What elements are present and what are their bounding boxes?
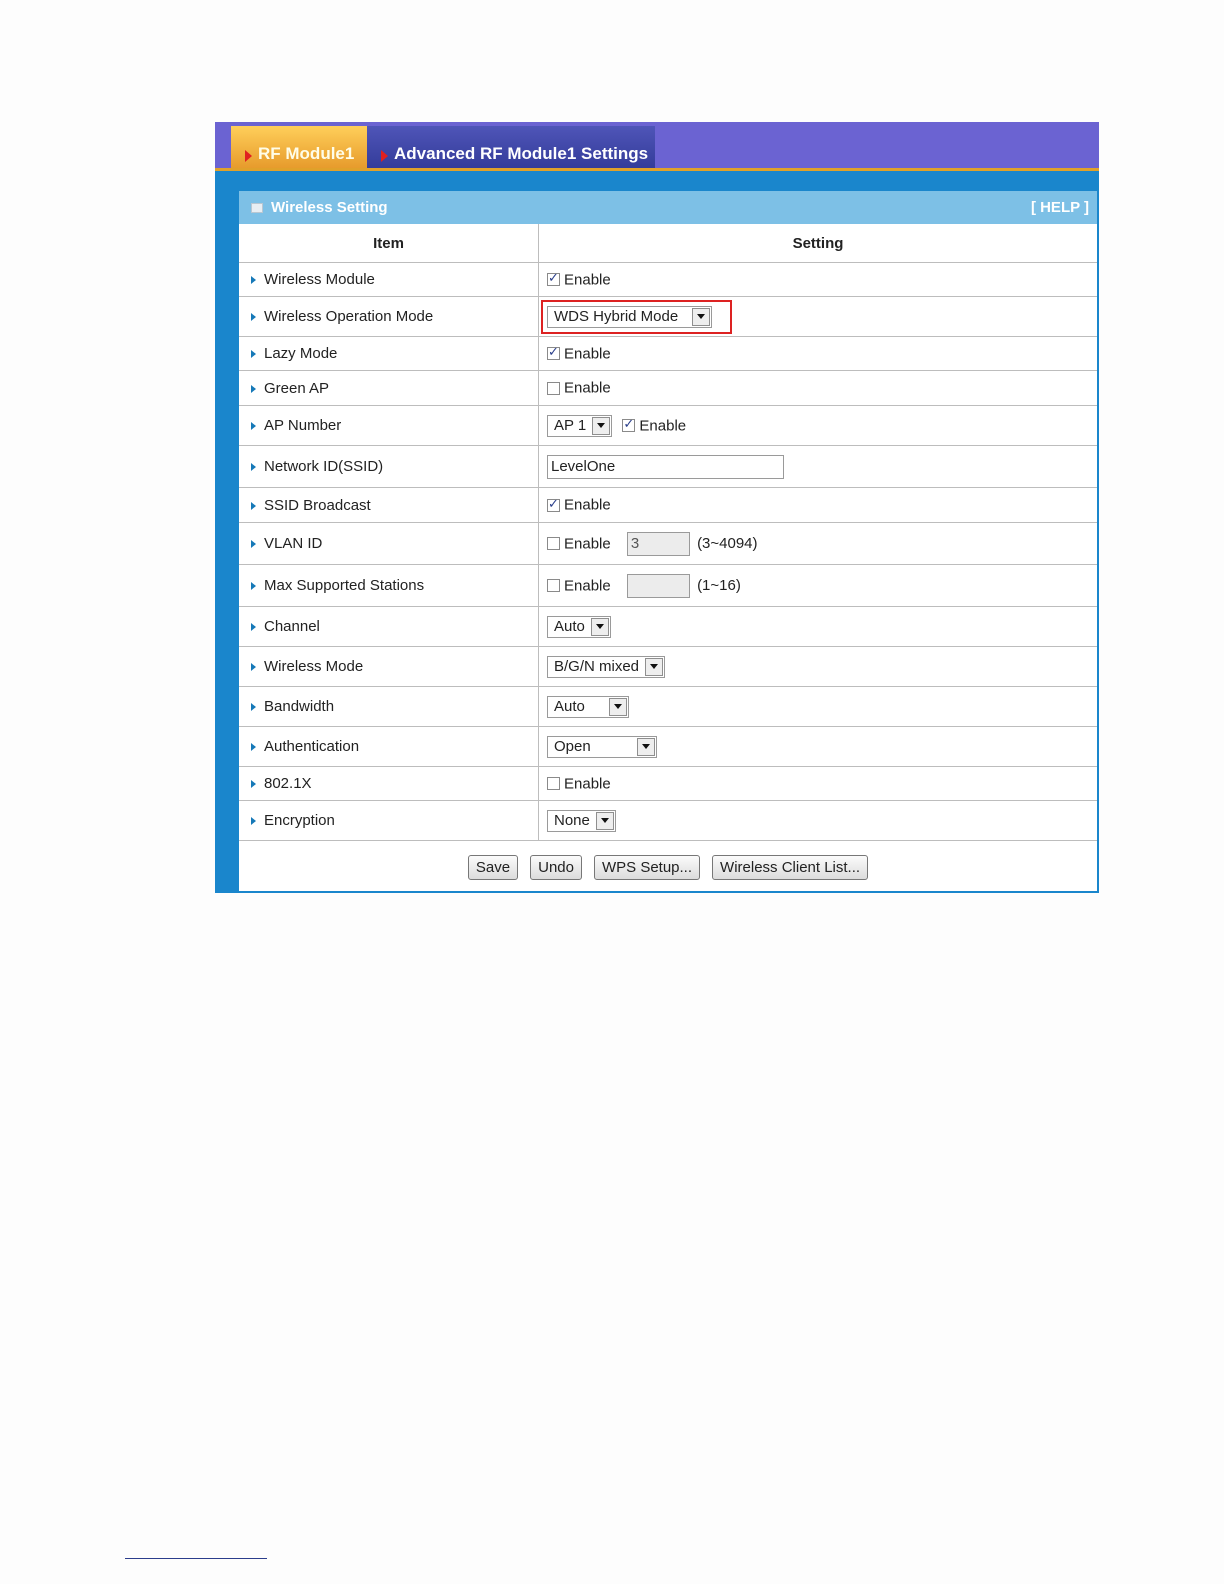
row-setting-cell xyxy=(539,263,1098,297)
row-label: Wireless Module xyxy=(264,271,375,288)
row-label-cell xyxy=(239,801,539,841)
row-setting-cell xyxy=(539,687,1098,727)
button-row xyxy=(239,841,1097,893)
chevron-down-icon[interactable] xyxy=(592,417,610,435)
select-value: Open xyxy=(554,738,591,755)
row-label-cell xyxy=(239,446,539,488)
row-label-cell xyxy=(239,607,539,647)
table-row xyxy=(239,727,1097,767)
encryption-select[interactable] xyxy=(547,810,616,832)
tab-label: RF Module1 xyxy=(258,144,355,163)
row-setting-cell xyxy=(539,446,1098,488)
select-value: WDS Hybrid Mode xyxy=(554,308,679,325)
tab-label: Advanced RF Module1 Settings xyxy=(394,144,649,163)
row-label-cell xyxy=(239,337,539,371)
row-setting-cell xyxy=(539,337,1098,371)
max-stations-input[interactable] xyxy=(627,574,690,598)
save-button[interactable]: Save xyxy=(468,855,518,880)
range-hint: (3~4094) xyxy=(697,535,758,552)
chevron-down-icon[interactable] xyxy=(596,812,614,830)
table-row xyxy=(239,406,1097,446)
table-row xyxy=(239,446,1097,488)
row-label: VLAN ID xyxy=(264,535,323,552)
bullet-arrow-icon xyxy=(251,313,256,321)
row-setting-cell xyxy=(539,371,1098,406)
row-label-cell xyxy=(239,727,539,767)
table-row xyxy=(239,523,1097,565)
row-setting-cell xyxy=(539,727,1098,767)
select-value: AP 1 xyxy=(554,417,587,434)
select-value: Auto xyxy=(554,698,585,715)
bullet-arrow-icon xyxy=(251,385,256,393)
row-setting-cell xyxy=(539,488,1098,523)
checkbox-label: Enable xyxy=(564,379,611,397)
row-label: Green AP xyxy=(264,379,330,397)
ssid-broadcast-checkbox[interactable] xyxy=(547,499,560,512)
max-stations-enable-checkbox[interactable] xyxy=(547,579,560,592)
checkbox-label: Enable xyxy=(564,535,611,552)
checkbox-label: Enable xyxy=(564,775,611,793)
bullet-arrow-icon xyxy=(251,663,256,671)
row-setting-cell xyxy=(539,406,1098,446)
bullet-arrow-icon xyxy=(251,743,256,751)
row-label: Channel xyxy=(264,618,320,635)
row-label-cell xyxy=(239,687,539,727)
panel-title: Wireless Setting xyxy=(271,199,388,216)
row-label: Wireless Operation Mode xyxy=(264,308,434,325)
bullet-arrow-icon xyxy=(251,422,256,430)
row-setting-cell xyxy=(539,565,1098,607)
row-label: Bandwidth xyxy=(264,698,335,715)
tab-bar xyxy=(215,122,1099,171)
checkbox-label: Enable xyxy=(564,271,611,289)
checkbox-label: Enable xyxy=(564,345,611,363)
undo-button[interactable]: Undo xyxy=(530,855,582,880)
bullet-arrow-icon xyxy=(251,703,256,711)
checkbox-label: Enable xyxy=(639,417,687,434)
settings-table xyxy=(239,224,1097,841)
row-setting-cell xyxy=(539,607,1098,647)
wireless-mode-select[interactable] xyxy=(547,656,665,678)
column-header-item: Item xyxy=(239,224,539,263)
wps-setup-button[interactable]: WPS Setup... xyxy=(594,855,700,880)
tab-rf-module1[interactable] xyxy=(231,126,367,168)
row-label: Lazy Mode xyxy=(264,345,338,362)
bullet-arrow-icon xyxy=(251,276,256,284)
bullet-arrow-icon xyxy=(251,780,256,788)
row-setting-cell xyxy=(539,647,1098,687)
row-setting-cell xyxy=(539,523,1098,565)
table-row xyxy=(239,297,1097,337)
authentication-select[interactable] xyxy=(547,736,657,758)
bullet-arrow-icon xyxy=(251,817,256,825)
table-row xyxy=(239,801,1097,841)
row-label-cell xyxy=(239,263,539,297)
table-row xyxy=(239,607,1097,647)
settings-frame xyxy=(215,122,1099,893)
channel-select[interactable] xyxy=(547,616,611,638)
wireless-client-list-button[interactable]: Wireless Client List... xyxy=(712,855,868,880)
tab-arrow-icon xyxy=(381,150,388,162)
bandwidth-select[interactable] xyxy=(547,696,629,718)
bullet-arrow-icon xyxy=(251,463,256,471)
row-label-cell xyxy=(239,523,539,565)
help-link[interactable]: [ HELP ] xyxy=(1030,199,1089,216)
row-label: AP Number xyxy=(264,417,342,434)
row-setting-cell xyxy=(539,801,1098,841)
checkbox-label: Enable xyxy=(564,496,611,514)
row-label: Max Supported Stations xyxy=(264,577,425,594)
chevron-down-icon[interactable] xyxy=(609,698,627,716)
ap-number-select[interactable] xyxy=(547,415,612,437)
highlight-box xyxy=(541,300,732,334)
table-row xyxy=(239,488,1097,523)
row-label-cell xyxy=(239,297,539,337)
select-value: Auto xyxy=(554,618,585,635)
tab-arrow-icon xyxy=(245,150,252,162)
vlan-enable-checkbox[interactable] xyxy=(547,537,560,550)
lazy-mode-checkbox[interactable] xyxy=(547,347,560,360)
table-row xyxy=(239,647,1097,687)
row-label: Encryption xyxy=(264,812,335,829)
table-row xyxy=(239,565,1097,607)
wireless-setting-panel xyxy=(239,191,1097,891)
row-setting-cell xyxy=(539,297,1098,337)
row-label: Wireless Mode xyxy=(264,658,364,675)
row-label-cell xyxy=(239,371,539,406)
dot1x-checkbox[interactable] xyxy=(547,777,560,790)
row-label-cell xyxy=(239,488,539,523)
tab-advanced-rf-settings[interactable] xyxy=(367,126,655,168)
chevron-down-icon[interactable] xyxy=(637,738,655,756)
row-label: SSID Broadcast xyxy=(264,496,371,514)
bullet-arrow-icon xyxy=(251,350,256,358)
chevron-down-icon[interactable] xyxy=(692,308,710,326)
ssid-input[interactable]: LevelOne xyxy=(547,455,784,479)
table-row xyxy=(239,687,1097,727)
bullet-arrow-icon xyxy=(251,582,256,590)
footnote-divider xyxy=(125,1558,267,1559)
bullet-arrow-icon xyxy=(251,540,256,548)
table-row xyxy=(239,767,1097,801)
row-label: Authentication xyxy=(264,738,360,755)
table-row xyxy=(239,263,1097,297)
vlan-id-input[interactable]: 3 xyxy=(627,532,690,556)
row-setting-cell xyxy=(539,767,1098,801)
row-label: 802.1X xyxy=(264,775,312,792)
row-label-cell xyxy=(239,767,539,801)
table-row xyxy=(239,337,1097,371)
operation-mode-select[interactable] xyxy=(547,306,712,328)
table-header-row xyxy=(239,224,1097,263)
ap-enable-checkbox[interactable] xyxy=(622,419,635,432)
chevron-down-icon[interactable] xyxy=(591,618,609,636)
row-label: Network ID(SSID) xyxy=(264,458,384,475)
range-hint: (1~16) xyxy=(697,577,741,594)
select-value: None xyxy=(554,812,590,829)
green-ap-checkbox[interactable] xyxy=(547,382,560,395)
column-header-setting: Setting xyxy=(539,224,1098,263)
wireless-module-checkbox[interactable] xyxy=(547,273,560,286)
chevron-down-icon[interactable] xyxy=(645,658,663,676)
table-row xyxy=(239,371,1097,406)
select-value: B/G/N mixed xyxy=(554,658,640,675)
bullet-arrow-icon xyxy=(251,623,256,631)
bullet-arrow-icon xyxy=(251,502,256,510)
checkbox-label: Enable xyxy=(564,577,611,594)
row-label-cell xyxy=(239,565,539,607)
row-label-cell xyxy=(239,647,539,687)
panel-header xyxy=(239,191,1097,224)
window-icon xyxy=(251,203,263,213)
row-label-cell xyxy=(239,406,539,446)
